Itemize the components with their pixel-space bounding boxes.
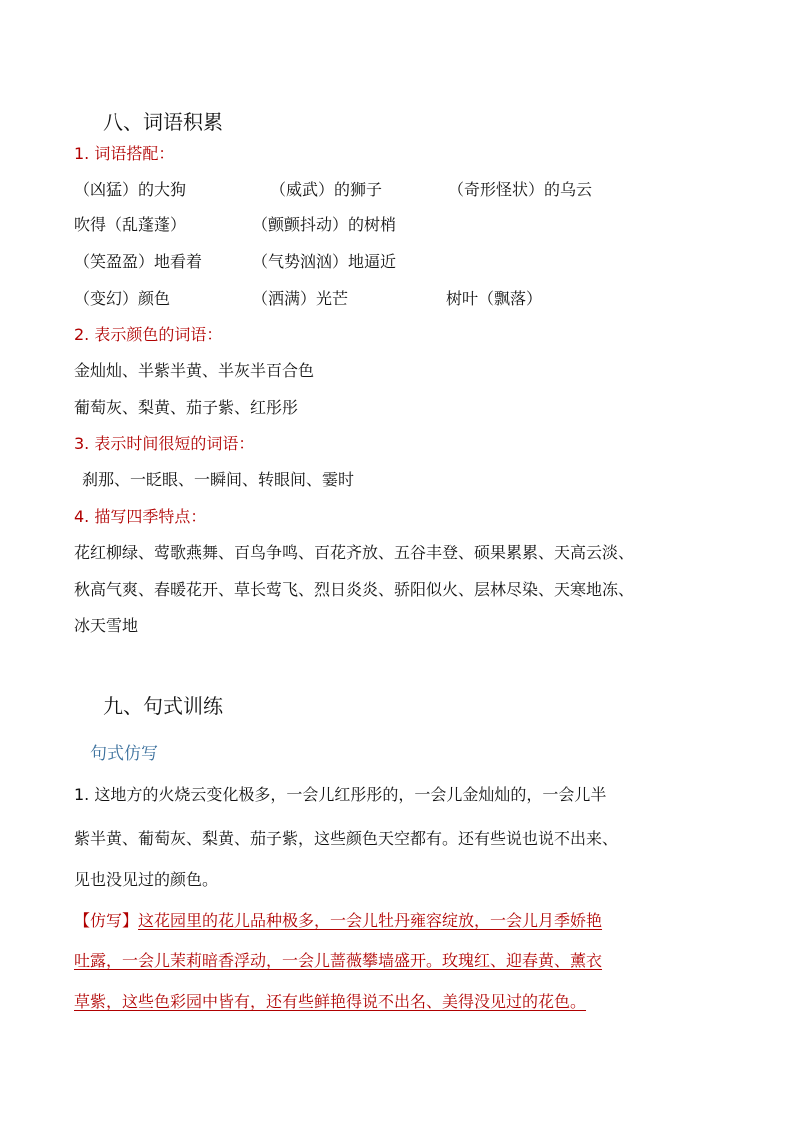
- q1-row2-c1: 吹得（乱蓬蓬）: [74, 215, 187, 234]
- imitation-line2: 吐露，一会儿茉莉暗香浮动，一会儿蔷薇攀墙盛开。玫瑰红、迎春黄、薰衣: [74, 951, 603, 970]
- q1-row4-c2: （洒满）光芒: [252, 289, 349, 308]
- imitation-text-1: 这花园里的花儿品种极多，一会儿牡丹雍容绽放，一会儿月季娇艳: [138, 911, 603, 930]
- section9-heading: 九、句式训练: [103, 694, 223, 718]
- imitation-line3: 草紫，这些色彩园中皆有，还有些鲜艳得说不出名、美得没见过的花色。: [74, 992, 587, 1011]
- q3-title: 3. 表示时间很短的词语：: [74, 434, 255, 453]
- example-line3: 见也没见过的颜色。: [74, 870, 219, 889]
- q4-line3: 冰天雪地: [74, 616, 139, 635]
- imitation-line1: [74, 908, 602, 931]
- q1-row3-c1: （笑盈盈）地看着: [74, 252, 203, 271]
- q1-row4-c1: （变幻）颜色: [74, 289, 171, 308]
- q4-title: 4. 描写四季特点：: [74, 507, 207, 526]
- q1-title: 1. 词语搭配：: [74, 144, 175, 163]
- example-line1: 1. 这地方的火烧云变化极多，一会儿红彤彤的，一会儿金灿灿的，一会儿半: [74, 785, 607, 804]
- q4-line2: 秋高气爽、春暖花开、草长莺飞、烈日炎炎、骄阳似火、层林尽染、天寒地冻、: [74, 580, 635, 599]
- imitation-label: 【仿写】: [74, 911, 139, 930]
- q2-title: 2. 表示颜色的词语：: [74, 325, 223, 344]
- q1-row1-c3: （奇形怪状）的乌云: [448, 180, 593, 199]
- q4-line1: 花红柳绿、莺歌燕舞、百鸟争鸣、百花齐放、五谷丰登、硕果累累、天高云淡、: [74, 543, 635, 562]
- q1-row3-c2: （气势汹汹）地逼近: [252, 252, 397, 271]
- section9-subheading: 句式仿写: [90, 744, 158, 764]
- q1-row1-c1: （凶猛）的大狗: [74, 180, 187, 199]
- q2-line1: 金灿灿、半紫半黄、半灰半百合色: [74, 361, 315, 380]
- q1-row1-c2: （威武）的狮子: [270, 180, 383, 199]
- q1-row4-c3: 树叶（飘落）: [446, 289, 543, 308]
- q1-row2-c2: （颤颤抖动）的树梢: [252, 215, 397, 234]
- q2-line2: 葡萄灰、梨黄、茄子紫、红彤彤: [74, 398, 299, 417]
- example-line2: 紫半黄、葡萄灰、梨黄、茄子紫，这些颜色天空都有。还有些说也说不出来、: [74, 829, 619, 848]
- section8-heading: 八、词语积累: [103, 110, 223, 134]
- q3-line1: 刹那、一眨眼、一瞬间、转眼间、霎时: [82, 470, 355, 489]
